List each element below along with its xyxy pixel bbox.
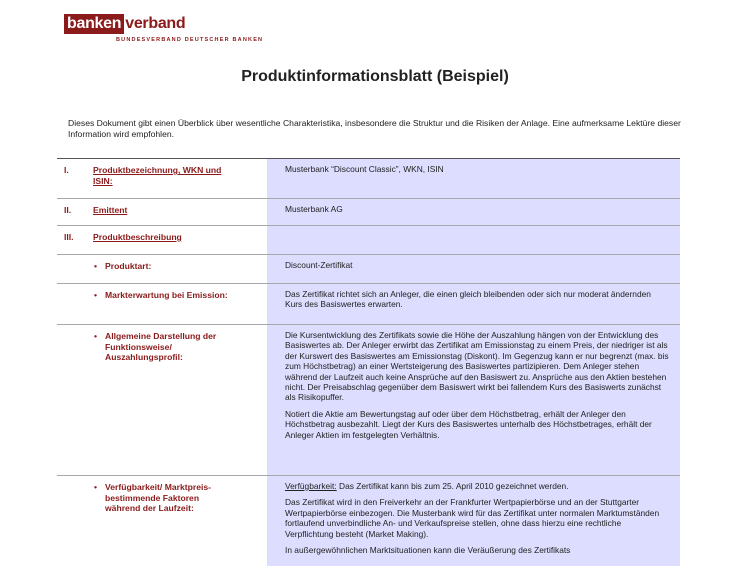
- paragraph: In außergewöhnlichen Marktsituationen kann die Veräußerung des Zertifikats: [285, 545, 571, 556]
- logo-subline: BUNDESVERBAND DEUTSCHER BANKEN: [116, 37, 264, 43]
- logo-verband: verband: [125, 15, 186, 32]
- bullet: •: [94, 331, 98, 341]
- paragraph-text: Das Zertifikat kann bis zum 25. April 2010 gezeichnet werden.: [336, 481, 569, 491]
- row-number: I.: [64, 165, 69, 175]
- product-info-table: [57, 158, 680, 566]
- row-label: Verfügbarkeit/ Marktpreis-bestimmende Faktoren während der Laufzeit:: [105, 482, 212, 513]
- row-value: Musterbank “Discount Classic”, WKN, ISIN: [267, 159, 680, 198]
- bankenverband-logo: [64, 14, 263, 43]
- bullet: •: [94, 482, 98, 492]
- row-heading: Produktbezeichnung, WKN und ISIN:: [93, 165, 222, 186]
- row-label: Markterwartung bei Emission:: [105, 290, 228, 300]
- table-row: [57, 255, 680, 284]
- row-value: [267, 226, 680, 254]
- table-row: [57, 226, 680, 255]
- table-row: [57, 284, 680, 325]
- row-value: [267, 325, 680, 475]
- table-row: [57, 476, 680, 566]
- paragraph: Die Kursentwicklung des Zertifikats sowie die Höhe der Auszahlung hängen von der Entwicklung des Basiswertes ab. Der Anleger erwirbt das Zertifikat am Emissionstag zu einem Preis, der niedriger ist als der Kurswert des Basiswertes am Emissionstag (Diskont). Im Gegenzug kann er nur begrenzt (max. bis zum Höchstbetrag) an einer Wertsteigerung des Basiswertes partizipieren. Dem Anleger stehen während der Laufzeit auch keine Ansprüche auf den Basiswert zu. Ansprüche aus den Aktien bestehen nicht. Der Preisabschlag gegenüber dem Basiswert wirkt bei fallendem Kurs des Basiswerts zunächst als Risikopuffer.: [285, 330, 669, 403]
- row-value: Discount-Zertifikat: [267, 255, 680, 283]
- table-row: [57, 199, 680, 226]
- paragraph-lead: Verfügbarkeit:: [285, 481, 337, 491]
- table-row: [57, 159, 680, 199]
- row-value: Das Zertifikat richtet sich an Anleger, die einen gleich bleibenden oder sich nur moderat ändernden Kurs des Basiswertes erwarten.: [267, 284, 680, 324]
- paragraph: Notiert die Aktie am Bewertungstag auf oder über dem Höchstbetrag, erhält der Anleger den Höchstbetrag ausbezahlt. Liegt der Kurs des Basiswertes unterhalb des Höchstbetrages, erhält der Anleger Aktien im festgelegten Verhältnis.: [285, 408, 652, 440]
- row-label: Allgemeine Darstellung der Funktionsweise/ Auszahlungsprofil:: [105, 331, 217, 362]
- table-row: [57, 325, 680, 476]
- bullet: •: [94, 290, 98, 300]
- page-title: Produktinformationsblatt (Beispiel): [241, 68, 509, 85]
- row-value: [267, 476, 680, 566]
- intro-text: Dieses Dokument gibt einen Überblick über wesentliche Charakteristika, insbesondere die Struktur und die Risiken der Anlage. Eine aufmerksame Lektüre dieser Information wird empfohlen.: [68, 118, 681, 139]
- row-heading: Emittent: [93, 205, 128, 215]
- row-label: Produktart:: [105, 261, 152, 271]
- row-number: II.: [64, 205, 72, 215]
- row-value: Musterbank AG: [267, 199, 680, 225]
- paragraph: Das Zertifikat wird in den Freiverkehr an der Frankfurter Wertpapierbörse und an der Stuttgarter Wertpapierbörse einbezogen. Die Musterbank wird für das Zertifikat unter normalen Marktumständen fortlaufend unverbindliche An- und Verkaufspreise stellen, ohne dass hierzu eine rechtliche Verpflichtung besteht (Market Making).: [285, 497, 660, 539]
- paragraph: [285, 481, 670, 491]
- row-number: III.: [64, 232, 74, 242]
- logo-banken: banken: [64, 14, 124, 34]
- bullet: •: [94, 261, 98, 271]
- row-heading: Produktbeschreibung: [93, 232, 182, 242]
